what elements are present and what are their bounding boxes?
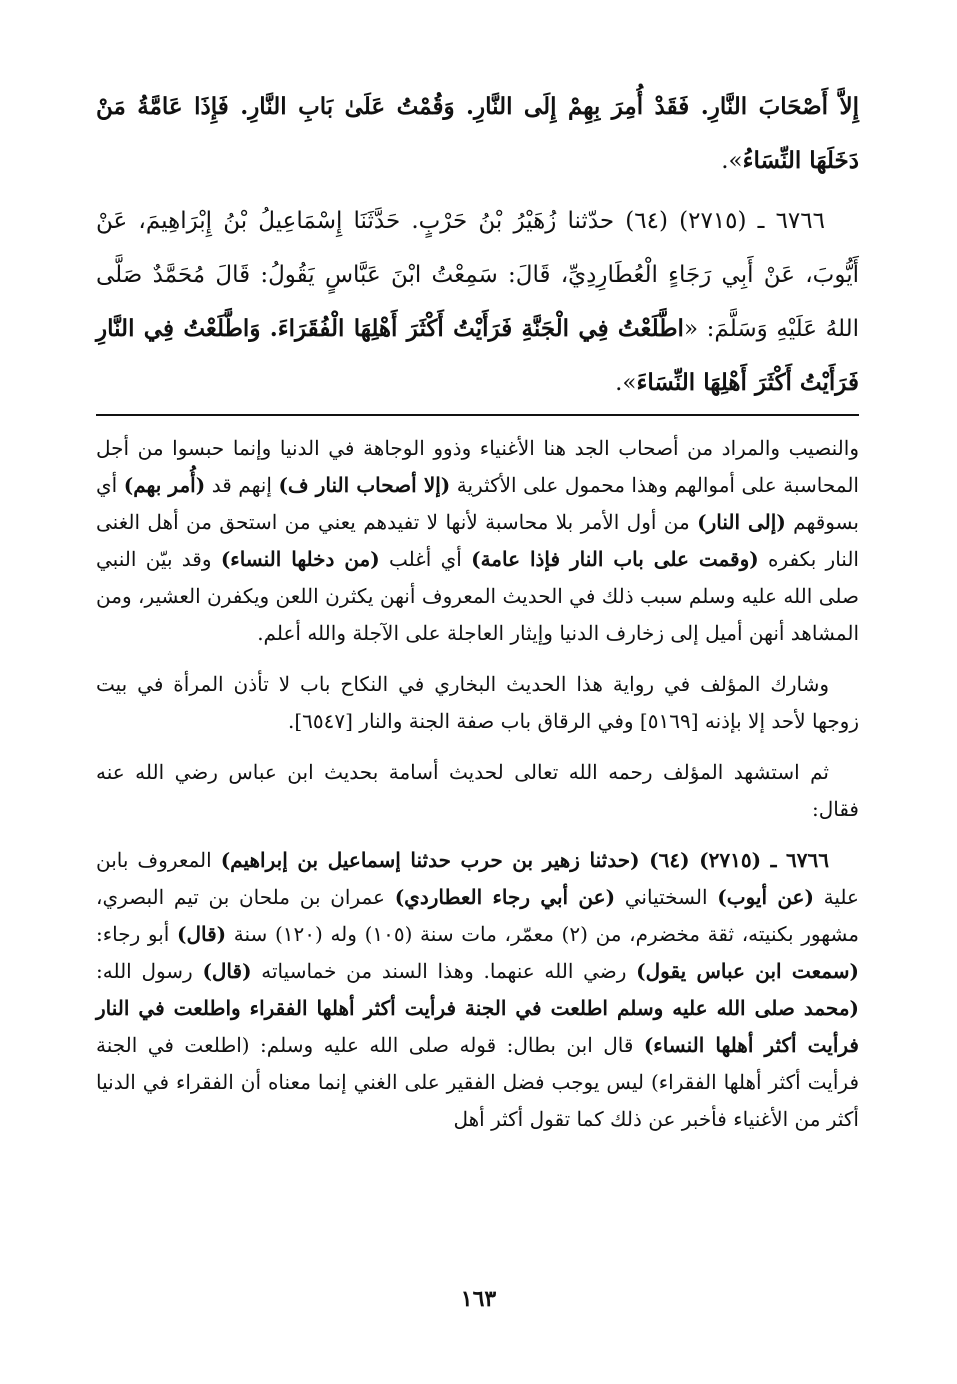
commentary-text: المعروف بابن علية [96,848,859,909]
commentary-quote: ٦٧٦٦ ـ (٢٧١٥) (٦٤) (حدثنا زهير بن حرب حدثنا إسماعيل بن إبراهيم) [220,848,830,872]
hadith-closing-1: ». [721,148,743,174]
commentary-quote: (عن أبي رجاء العطاردي) [394,885,616,909]
commentary-quote: (سمعت ابن عباس يقول) [636,959,859,983]
hadith-closing-2: ». [615,370,637,396]
commentary-quote: (قال) [202,959,252,983]
hadith-paragraph-1 [96,80,859,188]
commentary-text: من أول الأمر بلا محاسبة لأنها لا تفيدهم يعني من استحق من أهل الغنى النار بكفره [96,510,859,571]
commentary-text: عمران بن ملحان بن تيم البصري، مشهور بكنيته، ثقة مخضرم، من (٢) معمّر، مات سنة (١٠٥) وله (١٢٠) سنة [96,885,859,946]
commentary-paragraph-4 [96,842,859,1138]
commentary-paragraph-1 [96,430,859,652]
commentary-quote: (قال) [177,922,227,946]
commentary-quote: (عن أيوب) [717,885,814,909]
commentary-block [96,430,859,1152]
commentary-paragraph-3: ثم استشهد المؤلف رحمه الله تعالى لحديث أسامة بحديث ابن عباس رضي الله عنه فقال: [96,760,859,821]
commentary-paragraph-2: وشارك المؤلف في رواية هذا الحديث البخاري في النكاح باب لا تأذن المرأة في بيت زوجها لأحد إلا بإذنه [٥١٦٩] وفي الرقاق باب صفة الجنة والنار [٦٥٤٧]. [96,672,859,733]
page-number: ١٦٣ [460,1286,497,1312]
commentary-text: أي بسوقهم [96,473,860,534]
commentary-text: قال ابن بطال: قوله صلى الله عليه وسلم: (اطلعت في الجنة فرأيت أكثر أهلها الفقراء) ليس يوجب فضل الفقير على الغني إنما معناه أن الفقراء في الدنيا أكثر من الأغنياء فأخبر عن ذلك كما تقول أكثر أهل [96,1033,859,1131]
footnote-divider [96,414,859,416]
hadith-matn: اطَّلَعْتُ فِي الْجَنَّةِ فَرَأَيْتُ أَكْثَرَ أَهْلِهَا الْفُقَرَاءَ. وَاطَّلَعْتُ فِي النَّارِ فَرَأَيْتُ أَكْثَرَ أَهْلِهَا النِّسَاءَ [96,315,859,396]
hadith-text-block [96,80,859,416]
commentary-text: أبو رجاء: [96,922,178,946]
hadith-paragraph-2 [96,194,859,410]
hadith-bold-1: إِلاَّ أَصْحَابَ النَّارِ. فَقَدْ أُمِرَ بِهِمْ إِلَى النَّارِ. وَقُمْتُ عَلَىٰ بَابِ النَّارِ. فَإِذَا عَامَّةُ مَنْ دَخَلَهَا النِّسَاءُ [96,93,859,174]
commentary-quote: (إلى النار) [697,510,786,534]
commentary-quote: (أُمر بهم) [123,473,206,497]
commentary-text: وقد بيّن النبي صلى الله عليه وسلم سبب ذلك في الحديث المعروف أنهن يكثرن اللعن ويكفرن العشير، ومن المشاهد أنهن أميل إلى زخارف الدنيا وإيثار العاجلة على الآجلة والله أعلم. [96,547,859,645]
commentary-quote: (محمد صلى الله عليه وسلم اطلعت في الجنة فرأيت أكثر أهلها الفقراء واطلعت في النار فرأيت أكثر أهلها النساء) [96,996,859,1057]
hadith-narration: ٦٧٦٦ ـ (٢٧١٥) (٦٤) حدّثنا زُهَيْرُ بْنُ حَرْبٍ. حَدَّثَنَا إِسْمَاعِيلُ بْنُ إِبْرَاهِيمَ، عَنْ أَيُّوبَ، عَنْ أَبِي رَجَاءٍ الْعُطَارِدِيِّ، قَالَ: سَمِعْتُ ابْنَ عَبَّاسٍ يَقُولُ: قَالَ مُحَمَّدٌ صَلَّى اللهُ عَلَيْهِ وَسَلَّمَ: « [96,208,859,342]
commentary-text: أي أغلب [379,547,472,571]
commentary-quote: (من دخلها النساء) [220,547,380,571]
commentary-text: رسول الله: [96,959,203,983]
commentary-text: السختياني [615,885,718,909]
commentary-text: إنهم قد [205,473,279,497]
commentary-quote: (إلا أصحاب النار ف) [278,473,451,497]
commentary-text: رضي الله عنهما. وهذا السند من خماسياته [251,959,637,983]
commentary-quote: (وقمت على باب النار فإذا عامة) [471,547,759,571]
commentary-text: والنصيب والمراد من أصحاب الجد هنا الأغنياء وذوو الوجاهة في الدنيا وإنما حبسوا من أجل المحاسبة على أموالهم وهذا محمول على الأكثرية [96,436,859,497]
